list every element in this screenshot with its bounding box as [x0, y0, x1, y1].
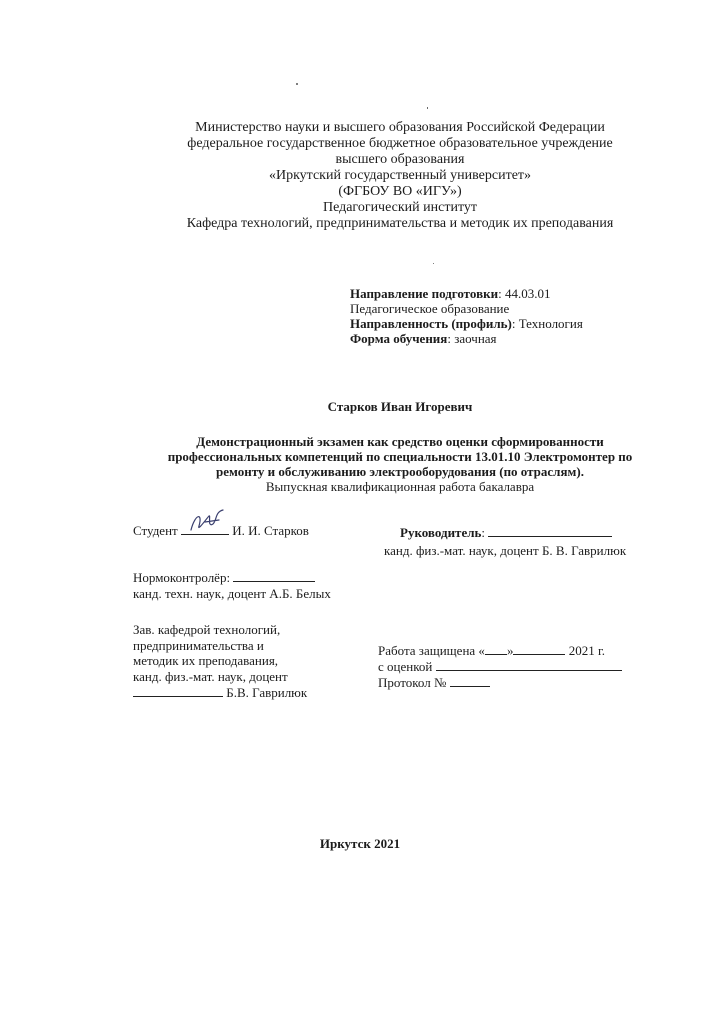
header-line: Министерство науки и высшего образования Российской Федерации	[195, 120, 605, 135]
defense-protocol-label: Протокол №	[378, 675, 447, 690]
defense-date-line	[378, 642, 622, 658]
student-signature-line	[133, 522, 309, 539]
author-name: Старков Иван Игоревич	[327, 399, 473, 414]
head-signature-line	[133, 684, 307, 700]
scan-speck	[427, 107, 428, 109]
form-line	[350, 331, 650, 346]
defense-block	[378, 642, 622, 690]
supervisor-signature-field	[488, 524, 612, 537]
header-line: Кафедра технологий, предпринимательства и методик их преподавания	[186, 216, 614, 231]
normcontrol-signature-field	[233, 569, 315, 582]
head-line: методик их преподавания,	[133, 653, 279, 668]
header-line: (ФГБОУ ВО «ИГУ»)	[338, 184, 462, 199]
form-value: : заочная	[447, 331, 497, 346]
student-name: И. И. Старков	[232, 523, 309, 538]
defense-date-suffix: 2021 г.	[568, 643, 606, 658]
program-info	[350, 286, 650, 346]
header-line: высшего образования	[335, 152, 465, 167]
defense-date-prefix: Работа защищена «	[378, 643, 485, 658]
normcontrol-line	[133, 569, 315, 586]
scan-speck	[296, 83, 298, 85]
institution-header	[36, 120, 728, 232]
head-line: канд. физ.-мат. наук, доцент	[133, 668, 288, 684]
scan-speck	[433, 263, 434, 264]
thesis-title-line: Демонстрационный экзамен как средство оценки сформированности	[196, 434, 604, 449]
head-line: предпринимательства и	[133, 637, 264, 653]
thesis-type: Выпускная квалификационная работа бакалавра	[265, 479, 535, 494]
thesis-title-line: профессиональных компетенций по специальности 13.01.10 Электромонтер по	[167, 449, 633, 464]
header-line: «Иркутский государственный университет»	[268, 168, 532, 183]
profile-line	[350, 316, 650, 331]
defense-grade-field	[436, 658, 622, 671]
defense-date-mid: »	[506, 643, 514, 658]
defense-month-field	[513, 642, 565, 655]
head-signature-field	[133, 684, 223, 697]
supervisor-info: канд. физ.-мат. наук, доцент Б. В. Гаврилюк	[384, 543, 627, 558]
direction-name: Педагогическое образование	[350, 301, 510, 316]
defense-protocol-line	[378, 674, 622, 690]
supervisor-label: Руководитель	[400, 525, 482, 540]
thesis-block	[36, 434, 728, 494]
form-label: Форма обучения	[350, 331, 448, 346]
profile-label: Направленность (профиль)	[350, 316, 512, 331]
header-line: Педагогический институт	[322, 200, 478, 215]
normcontrol-label: Нормоконтролёр:	[133, 570, 231, 585]
header-line: федеральное государственное бюджетное образовательное учреждение	[187, 136, 613, 151]
handwritten-signature-icon	[185, 508, 229, 536]
defense-grade-label: с оценкой	[378, 659, 433, 674]
student-signature-field	[181, 522, 229, 535]
profile-value: : Технология	[511, 316, 583, 331]
normcontrol-info: канд. техн. наук, доцент А.Б. Белых	[133, 586, 331, 601]
defense-grade-line	[378, 658, 622, 674]
direction-line	[350, 286, 650, 301]
defense-protocol-field	[450, 674, 490, 687]
student-label: Студент	[133, 523, 178, 538]
supervisor-line	[400, 524, 612, 541]
thesis-title-line: ремонту и обслуживанию электрооборудования (по отраслям).	[216, 464, 584, 479]
supervisor-colon: :	[481, 525, 486, 540]
city-year: Иркутск 2021	[319, 836, 401, 851]
defense-day-field	[485, 642, 507, 655]
direction-label: Направление подготовки	[350, 286, 499, 301]
head-line: Зав. кафедрой технологий,	[133, 622, 281, 637]
head-block	[133, 622, 307, 700]
direction-value: : 44.03.01	[498, 286, 551, 301]
head-name: Б.В. Гаврилюк	[226, 685, 308, 700]
